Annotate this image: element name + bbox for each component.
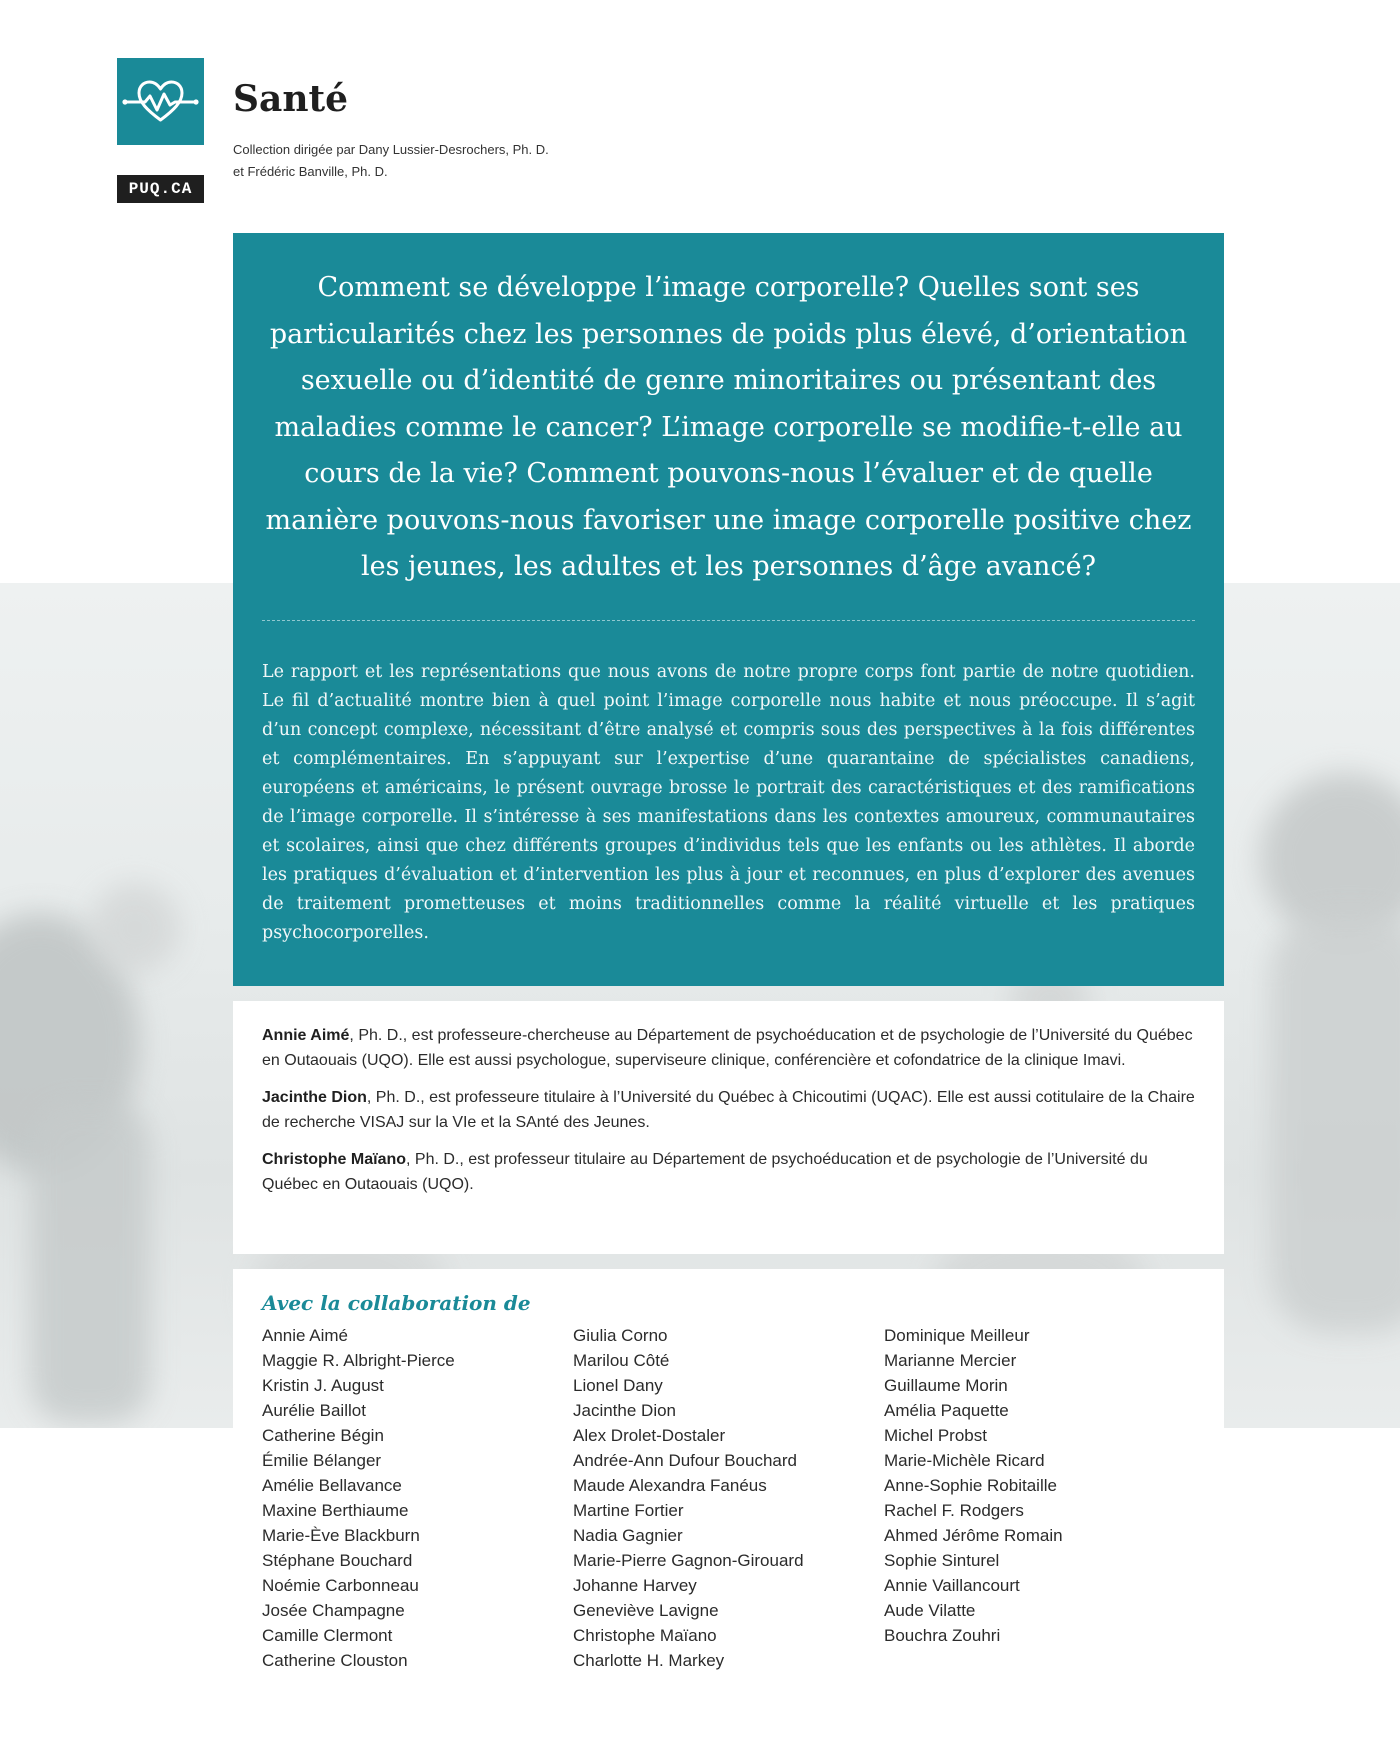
collaborator-name: Marie-Ève Blackburn (262, 1526, 420, 1545)
collaborator-name: Anne-Sophie Robitaille (884, 1476, 1057, 1495)
collaborator-name: Martine Fortier (573, 1501, 684, 1520)
author-name: Annie Aimé (262, 1027, 350, 1044)
collaborator-name: Johanne Harvey (573, 1576, 697, 1595)
book-description: Le rapport et les représentations que nous avons de notre propre corps font partie de notre quotidien. Le fil d’actualité montre bien à quel point l’image corporelle nous habite et nous préoccupe. Il s’agit d’un concept complexe, nécessitant d’être analysé et compris sous des perspectives à la fois différentes et complémentaires. En s’appuyant sur l’expertise d’une quarantaine de spécialistes canadiens, européens et américains, le présent ouvrage brosse le portrait des caractéristiques et des ramifications de l’image corporelle. Il s’intéresse à ses manifestations dans les contextes amoureux, communautaires et scolaires, ainsi que chez différents groupes d’individus tels que les enfants ou les athlètes. Il aborde les pratiques d’évaluation et d’intervention les plus à jour et reconnues, en plus d’explorer des avenues de traitement prometteuses et moins traditionnelles comme la réalité virtuelle et les pratiques psychocorporelles. (262, 662, 1195, 943)
publisher-badge[interactable]: PUQ.CA (117, 175, 204, 203)
collaborator-name: Nadia Gagnier (573, 1526, 683, 1545)
figurine-shape (30, 1103, 150, 1423)
collaborator-name: Michel Probst (884, 1426, 987, 1445)
collaborator-name: Bouchra Zouhri (884, 1626, 1001, 1645)
collaborator-name: Catherine Bégin (262, 1426, 384, 1445)
collaborators-columns (262, 1323, 1195, 1673)
author-bio (262, 1023, 1195, 1073)
series-title: Santé (233, 78, 349, 120)
collaborators-column (262, 1323, 573, 1673)
collaborator-name: Marie-Michèle Ricard (884, 1451, 1045, 1470)
series-editors-line: Collection dirigée par Dany Lussier-Desrochers, Ph. D. (233, 142, 549, 157)
collaborators-column (573, 1323, 884, 1673)
heart-pulse-icon (117, 58, 204, 145)
series-editors-line: et Frédéric Banville, Ph. D. (233, 164, 388, 179)
authors-section (233, 1001, 1224, 1254)
collaborator-name: Andrée-Ann Dufour Bouchard (573, 1451, 797, 1470)
collaborator-name: Christophe Maïano (573, 1626, 717, 1645)
series-editors (233, 139, 653, 183)
collaborator-name: Marianne Mercier (884, 1351, 1017, 1370)
author-bio-text: , Ph. D., est professeure titulaire à l’Université du Québec à Chicoutimi (UQAC). Elle est aussi cotitulaire de la Chaire de recherche VISAJ sur la VIe et la SAnté des Jeunes. (262, 1089, 1195, 1131)
author-bio (262, 1147, 1195, 1197)
collaborator-name: Marilou Côté (573, 1351, 670, 1370)
collaborator-name: Rachel F. Rodgers (884, 1501, 1024, 1520)
author-name: Jacinthe Dion (262, 1089, 367, 1106)
collaborator-name: Dominique Meilleur (884, 1326, 1030, 1345)
collaborator-name: Amélie Bellavance (262, 1476, 402, 1495)
series-logo (117, 58, 204, 145)
collaborator-name: Lionel Dany (573, 1376, 663, 1395)
collaborator-name: Maude Alexandra Fanéus (573, 1476, 767, 1495)
dashed-divider (262, 620, 1195, 621)
collaborator-name: Geneviève Lavigne (573, 1601, 719, 1620)
summary-panel (233, 233, 1224, 986)
lead-question: Comment se développe l’image corporelle? Quelles sont ses particularités chez les personnes de poids plus élevé, d’orientation sexuelle ou d’identité de genre minoritaires ou présentant des maladies comme le cancer? L’image corporelle se modifie-t-elle au cours de la vie? Comment pouvons-nous l’évaluer et de quelle manière pouvons-nous favoriser une image corporelle positive chez les jeunes, les adultes et les personnes d’âge avancé? (265, 272, 1192, 582)
collaborator-name: Giulia Corno (573, 1326, 668, 1345)
collaborator-name: Jacinthe Dion (573, 1401, 677, 1420)
collaborator-name: Annie Aimé (262, 1326, 348, 1345)
author-bio-text: , Ph. D., est professeure-chercheuse au Département de psychoéducation et de psychologie de l’Université du Québec en Outaouais (UQO). Elle est aussi psychologue, superviseure clinique, conférencière et cofondatrice de la clinique Imavi. (262, 1027, 1193, 1069)
collaborator-name: Annie Vaillancourt (884, 1576, 1020, 1595)
collaborator-name: Sophie Sinturel (884, 1551, 1000, 1570)
collaborator-name: Josée Champagne (262, 1601, 405, 1620)
collaborator-name: Aurélie Baillot (262, 1401, 366, 1420)
collaborators-section (233, 1269, 1224, 1750)
collaborator-name: Amélia Paquette (884, 1401, 1009, 1420)
author-name: Christophe Maïano (262, 1151, 407, 1168)
collaborators-title: Avec la collaboration de (262, 1291, 531, 1315)
collaborators-column (884, 1323, 1195, 1673)
collaborator-name: Aude Vilatte (884, 1601, 976, 1620)
collaborator-name: Maxine Berthiaume (262, 1501, 409, 1520)
collaborator-name: Catherine Clouston (262, 1651, 408, 1670)
collaborator-name: Camille Clermont (262, 1626, 393, 1645)
figurine-shape (1270, 913, 1400, 1333)
collaborator-name: Noémie Carbonneau (262, 1576, 419, 1595)
collaborator-name: Guillaume Morin (884, 1376, 1008, 1395)
author-bio (262, 1085, 1195, 1135)
author-bio-text: , Ph. D., est professeur titulaire au Département de psychoéducation et de psychologie de l’Université du Québec en Outaouais (UQO). (262, 1151, 1148, 1193)
collaborator-name: Stéphane Bouchard (262, 1551, 413, 1570)
collaborator-name: Maggie R. Albright-Pierce (262, 1351, 455, 1370)
collaborator-name: Alex Drolet-Dostaler (573, 1426, 726, 1445)
collaborator-name: Kristin J. August (262, 1376, 384, 1395)
collaborator-name: Ahmed Jérôme Romain (884, 1526, 1063, 1545)
collaborator-name: Charlotte H. Markey (573, 1651, 725, 1670)
collaborator-name: Émilie Bélanger (262, 1451, 382, 1470)
figurine-shape (90, 883, 180, 973)
collaborator-name: Marie-Pierre Gagnon-Girouard (573, 1551, 804, 1570)
